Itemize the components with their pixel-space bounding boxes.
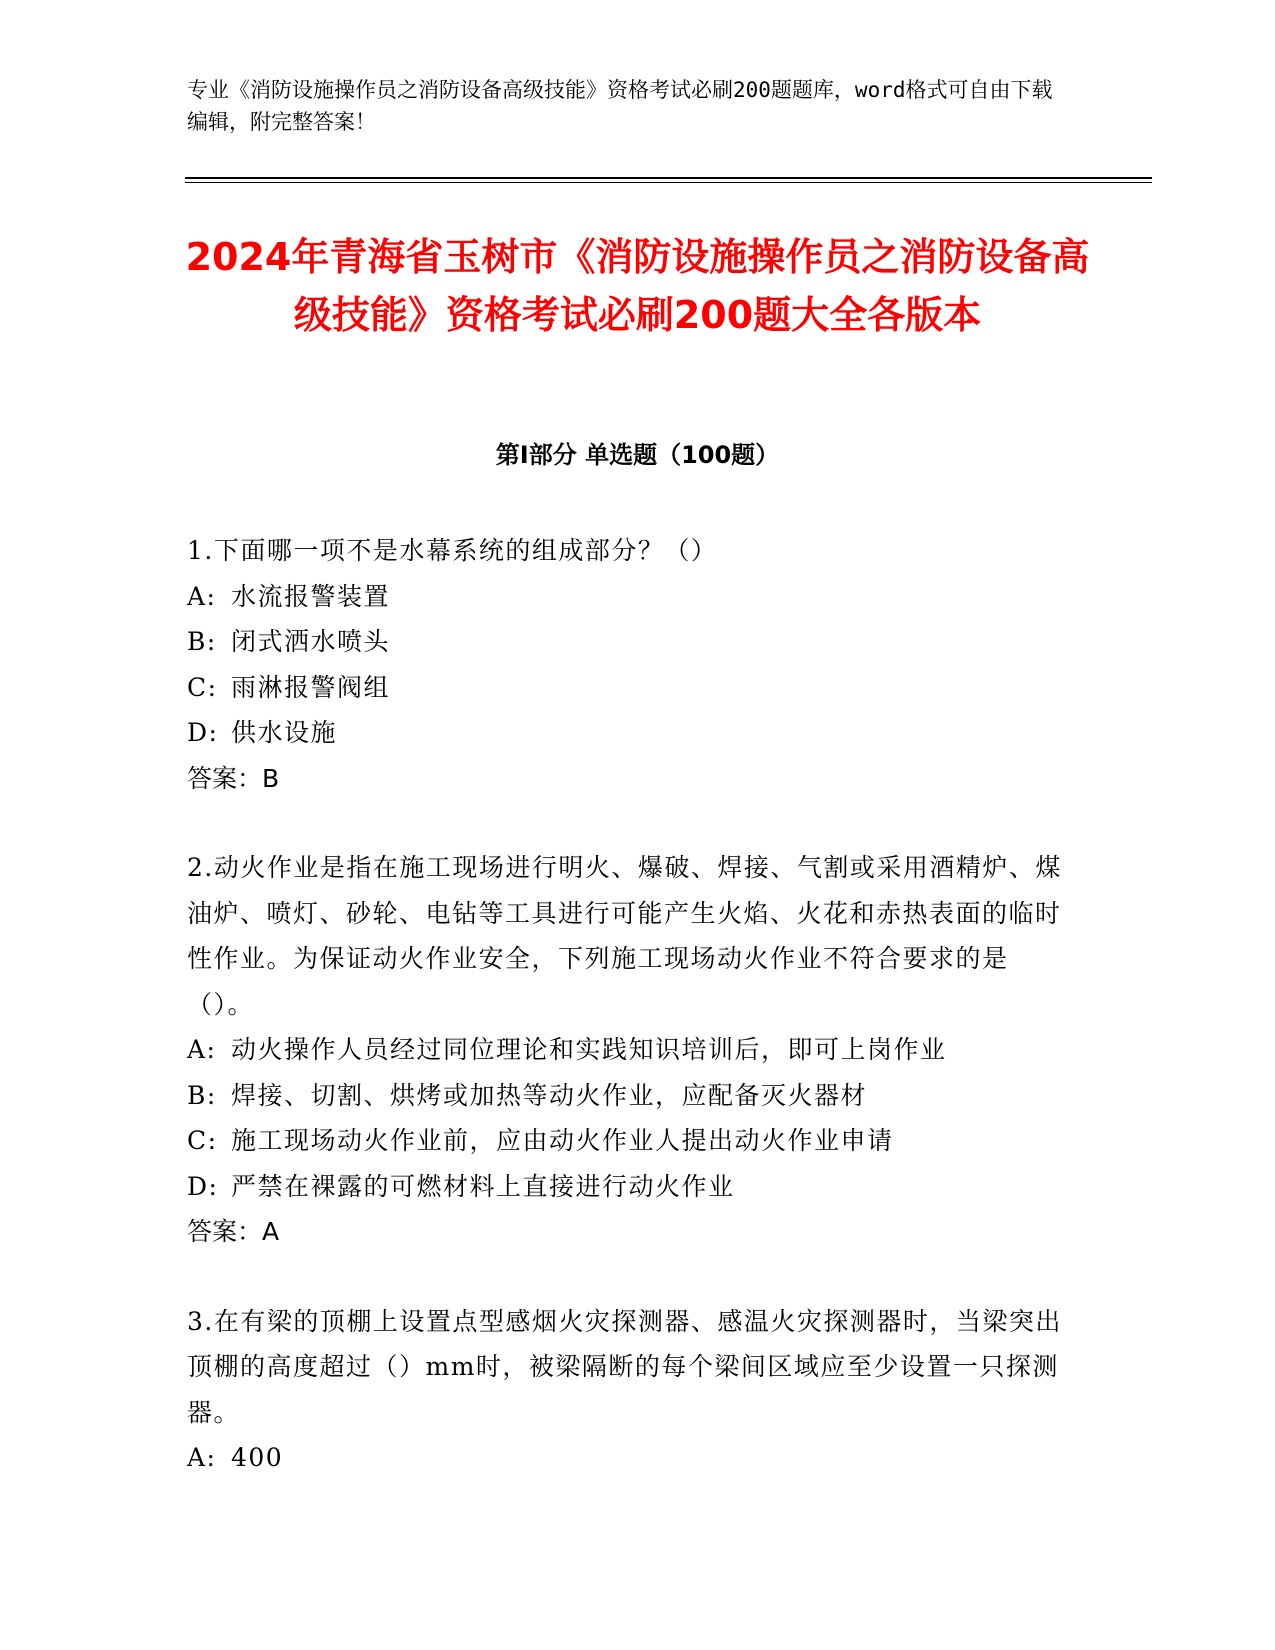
option-text: 400 xyxy=(231,1443,284,1472)
option-a xyxy=(187,574,1067,620)
answer-line: 答案：A xyxy=(187,1217,280,1246)
question-list xyxy=(187,528,1067,1525)
header-divider-thin xyxy=(185,182,1152,183)
question-3 xyxy=(187,1299,1067,1481)
option-text: 严禁在裸露的可燃材料上直接进行动火作业 xyxy=(231,1171,735,1201)
document-title: 2024年青海省玉树市《消防设施操作员之消防设备高级技能》资格考试必刷200题大全各版本 xyxy=(185,235,1090,337)
option-key: C: xyxy=(187,1126,218,1155)
option-c xyxy=(187,1118,1067,1164)
option-c xyxy=(187,665,1067,711)
answer-line: 答案：B xyxy=(187,763,280,793)
option-key: C: xyxy=(187,672,218,702)
option-text: 水流报警装置 xyxy=(231,581,391,611)
option-b xyxy=(187,619,1067,665)
option-key: A: xyxy=(187,1035,217,1064)
question-stem: 1.下面哪一项不是水幕系统的组成部分？（） xyxy=(187,536,718,565)
option-text: 闭式洒水喷头 xyxy=(231,627,391,656)
option-key: A: xyxy=(187,581,217,611)
option-key: A: xyxy=(187,1443,217,1472)
header-note: 专业《消防设施操作员之消防设备高级技能》资格考试必刷200题题库，word格式可自由下载编辑，附完整答案！ xyxy=(187,78,1053,134)
question-1 xyxy=(187,528,1067,801)
option-key: D: xyxy=(187,1171,219,1201)
question-2 xyxy=(187,845,1067,1255)
option-d xyxy=(187,710,1067,756)
option-a xyxy=(187,1435,1067,1481)
option-text: 焊接、切割、烘烤或加热等动火作业，应配备灭火器材 xyxy=(231,1080,868,1110)
question-stem: 3.在有梁的顶棚上设置点型感烟火灾探测器、感温火灾探测器时，当梁突出顶棚的高度超过（）mm时，被梁隔断的每个梁间区域应至少设置一只探测器。 xyxy=(187,1306,1062,1427)
option-b xyxy=(187,1073,1067,1119)
option-text: 动火操作人员经过同位理论和实践知识培训后，即可上岗作业 xyxy=(231,1035,947,1064)
question-stem: 2.动火作业是指在施工现场进行明火、爆破、焊接、气割或采用酒精炉、煤油炉、喷灯、砂轮、电钻等工具进行可能产生火焰、火花和赤热表面的临时性作业。为保证动火作业安全，下列施工现场动火作业不符合要求的是（）。 xyxy=(187,853,1062,1019)
option-a xyxy=(187,1027,1067,1073)
option-key: B: xyxy=(187,627,217,656)
option-key: D: xyxy=(187,718,219,747)
option-key: B: xyxy=(187,1080,217,1110)
option-text: 供水设施 xyxy=(231,718,338,747)
option-text: 施工现场动火作业前，应由动火作业人提出动火作业申请 xyxy=(231,1126,894,1155)
section-heading: 第I部分 单选题（100题） xyxy=(495,441,780,469)
header-divider-thick xyxy=(185,177,1152,179)
option-text: 雨淋报警阀组 xyxy=(231,672,391,702)
option-d xyxy=(187,1164,1067,1210)
